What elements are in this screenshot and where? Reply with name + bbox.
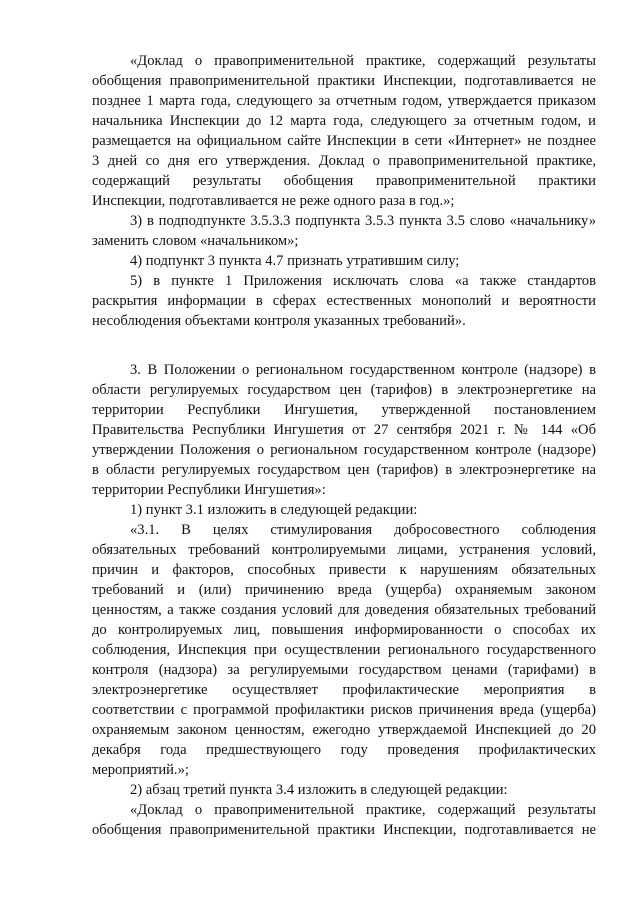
text-line: до контролируемых лиц, повышения информированности о способах их [92,622,596,638]
text-line: декабря года предшествующего году проведения профилактических [92,742,596,758]
text-line: «Доклад о правоприменительной практике, содержащий результаты [130,802,596,818]
text-line: 3 дней со дня его утверждения. Доклад о правоприменительной практике, [92,153,596,169]
text-line: 3. В Положении о региональном государственном контроле (надзоре) в [130,362,596,378]
text-line: заменить словом «начальником»; [92,233,299,249]
text-line: ценностям, а также создания условий для доведения обязательных требований [92,602,596,618]
text-line: «3.1. В целях стимулирования добросовестного соблюдения [130,522,596,538]
text-line: территории Республики Ингушетия»: [92,482,326,498]
text-line: территории Республики Ингушетия, утвержденной постановлением [92,402,596,418]
text-line: обобщения правоприменительной практики Инспекции, подготавливается не [92,73,596,89]
text-line: обязательных требований контролируемыми лицами, устранения условий, [92,542,596,558]
text-line: требований и (или) причинению вреда (ущерба) охраняемым законом [92,582,596,598]
text-line: размещается на официальном сайте Инспекции в сети «Интернет» не позднее [92,133,596,149]
text-line: содержащий результаты обобщения правоприменительной практики [92,173,596,189]
text-line: раскрытия информации в сферах естественных монополий и вероятности [92,293,596,309]
text-line: обобщения правоприменительной практики Инспекции, подготавливается не [92,822,596,838]
text-line: утверждении Положения о региональном государственном контроле (надзоре) [92,442,596,458]
text-line: в области регулируемых государством цен (тарифов) в электроэнергетике на [92,462,596,478]
text-line: 1) пункт 3.1 изложить в следующей редакции: [130,502,418,518]
text-line: Инспекции, подготавливается не реже одного раза в год.»; [92,193,455,209]
text-line: мероприятий.»; [92,762,189,778]
text-line: позднее 1 марта года, следующего за отчетным годом, утверждается приказом [92,93,596,109]
text-line: 2) абзац третий пункта 3.4 изложить в следующей редакции: [130,782,508,798]
text-line: начальника Инспекции до 12 марта года, следующего за отчетным годом, и [92,113,596,129]
text-line: 4) подпункт 3 пункта 4.7 признать утратившим силу; [130,253,460,269]
text-line: соответствии с программой профилактики рисков причинения вреда (ущерба) [92,702,596,718]
text-line: 3) в подподпункте 3.5.3.3 подпункта 3.5.3 пункта 3.5 слово «начальнику» [130,213,596,229]
text-line: контроля (надзора) за регулируемыми государством ценами (тарифами) в [92,662,596,678]
text-line: области регулируемых государством цен (тарифов) в электроэнергетике на [92,382,596,398]
text-line: несоблюдения объектами контроля указанных требований». [92,313,466,329]
text-line: 5) в пункте 1 Приложения исключать слова «а также стандартов [130,273,596,289]
text-line: охраняемым законом ценностям, ежегодно утверждаемой Инспекцией до 20 [92,722,596,738]
text-line: причин и факторов, способных привести к нарушениям обязательных [92,562,596,578]
text-line: электроэнергетике осуществляет профилактические мероприятия в [92,682,596,698]
text-line: соблюдения, Инспекция при осуществлении регионального государственного [92,642,596,658]
text-line: «Доклад о правоприменительной практике, содержащий результаты [130,53,596,69]
text-line: Правительства Республики Ингушетия от 27 сентября 2021 г. № 144 «Об [92,422,596,438]
